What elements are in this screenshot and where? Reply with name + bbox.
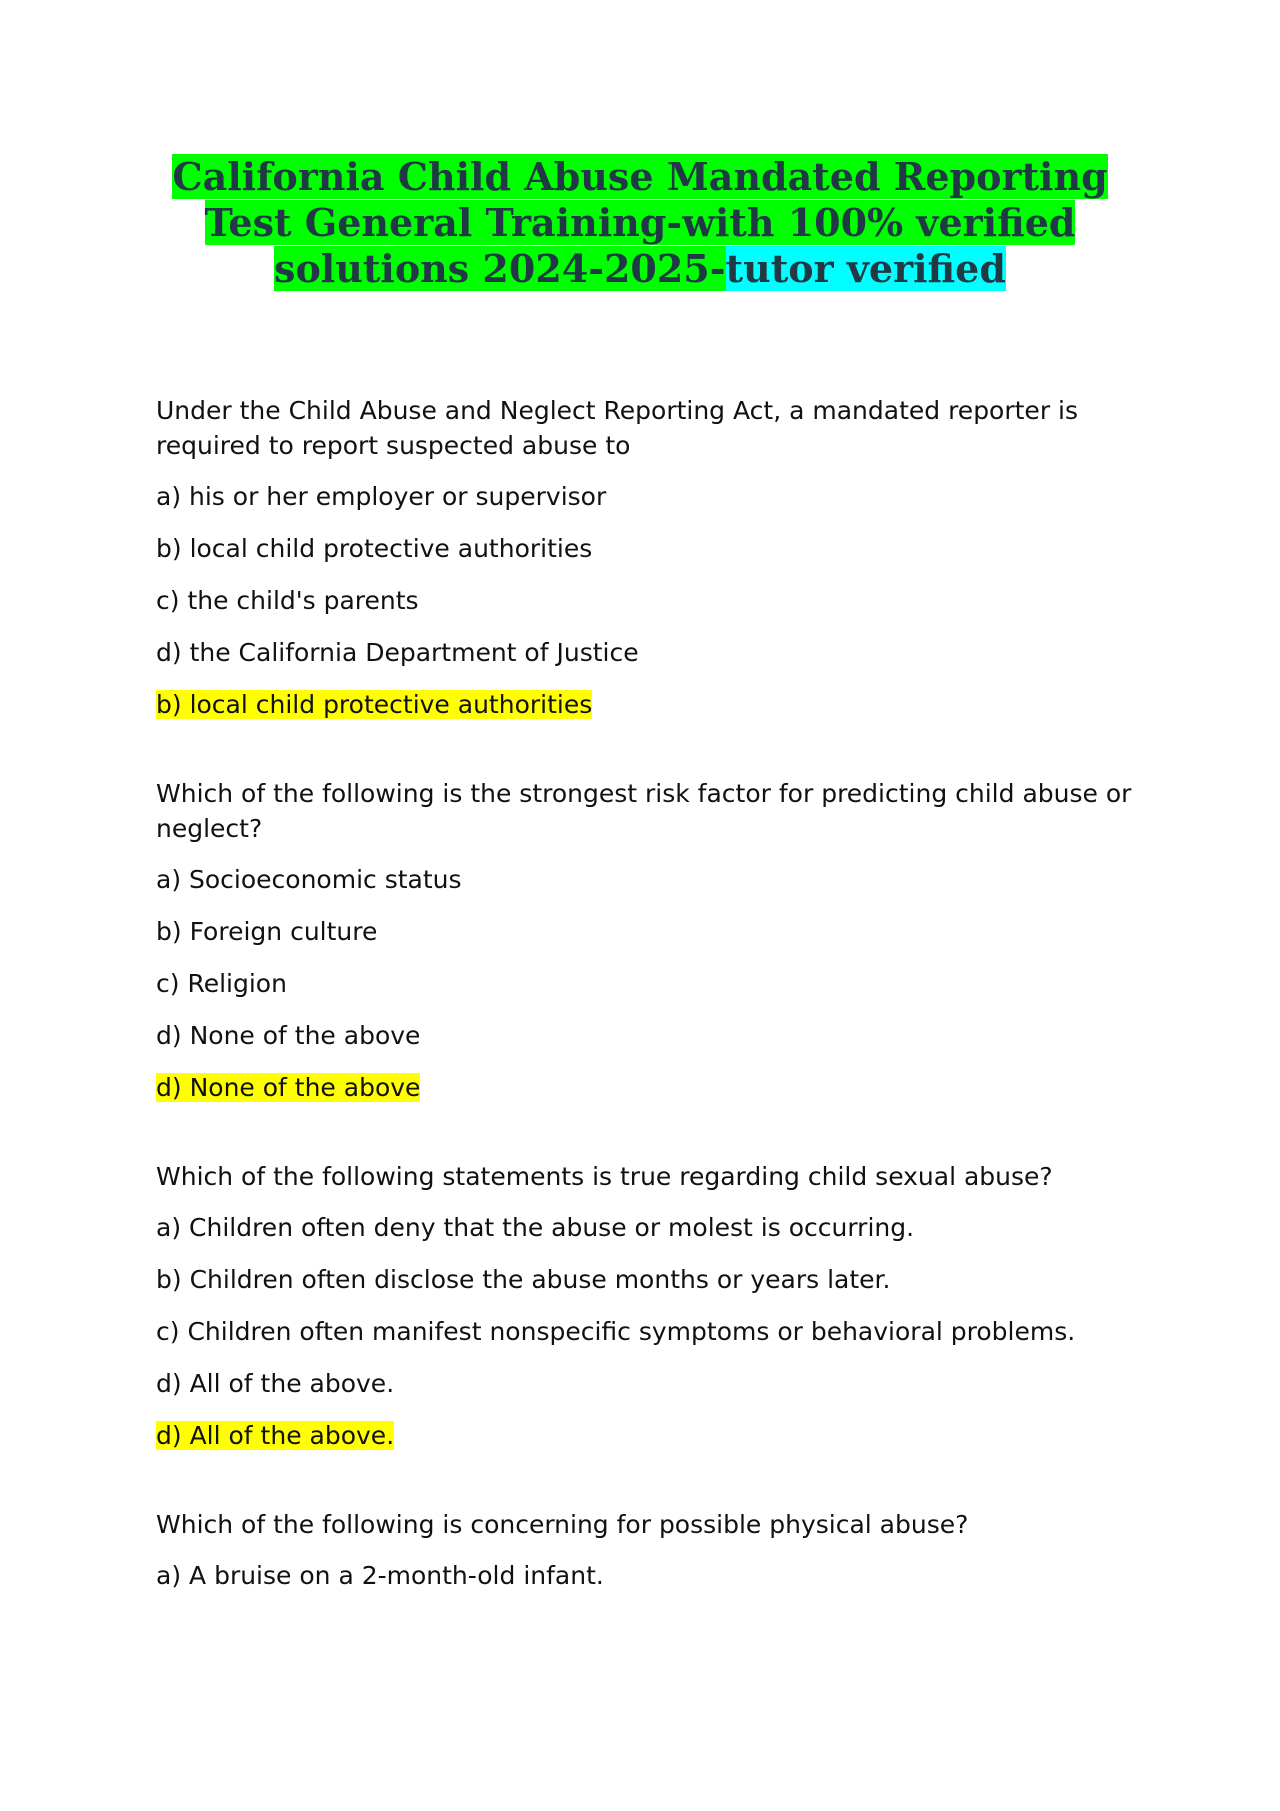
question-block-4: [156, 1507, 1136, 1593]
option-a: a) A bruise on a 2-month-old infant.: [156, 1561, 604, 1590]
option-c: c) Children often manifest nonspecific symptoms or behavioral problems.: [156, 1317, 1076, 1346]
question-block-2: [156, 776, 1136, 1105]
question-text: Under the Child Abuse and Neglect Reporting Act, a mandated reporter is required to report suspected abuse to: [156, 396, 1079, 460]
option-b: b) Children often disclose the abuse months or years later.: [156, 1265, 891, 1294]
question-block-3: [156, 1159, 1136, 1453]
option-d: d) the California Department of Justice: [156, 638, 639, 667]
title-separator: -: [709, 246, 726, 291]
option-c: c) the child's parents: [156, 586, 419, 615]
question-text: Which of the following statements is true regarding child sexual abuse?: [156, 1162, 1053, 1191]
question-list: [156, 393, 1136, 1647]
answer-highlight: d) All of the above.: [156, 1421, 395, 1450]
answer-line: [156, 1418, 1136, 1453]
option-b: b) local child protective authorities: [156, 534, 593, 563]
option-c: c) Religion: [156, 969, 287, 998]
answer-line: [156, 1070, 1136, 1105]
option-d: d) None of the above: [156, 1021, 421, 1050]
answer-line: [156, 687, 1136, 722]
answer-highlight: b) local child protective authorities: [156, 690, 593, 719]
question-block-1: [156, 393, 1136, 722]
option-b: b) Foreign culture: [156, 917, 378, 946]
title-main-text: California Child Abuse Mandated Reporting Test General Training-with 100% verified solutions 2024-2025: [172, 154, 1108, 291]
option-a: a) Socioeconomic status: [156, 865, 462, 894]
question-text: Which of the following is concerning for possible physical abuse?: [156, 1510, 969, 1539]
option-a: a) his or her employer or supervisor: [156, 482, 607, 511]
document-title: [150, 154, 1130, 292]
option-a: a) Children often deny that the abuse or molest is occurring.: [156, 1213, 915, 1242]
option-d: d) All of the above.: [156, 1369, 395, 1398]
title-tag-text: tutor verified: [725, 246, 1006, 291]
question-text: Which of the following is the strongest risk factor for predicting child abuse or neglect?: [156, 779, 1132, 843]
answer-highlight: d) None of the above: [156, 1073, 421, 1102]
